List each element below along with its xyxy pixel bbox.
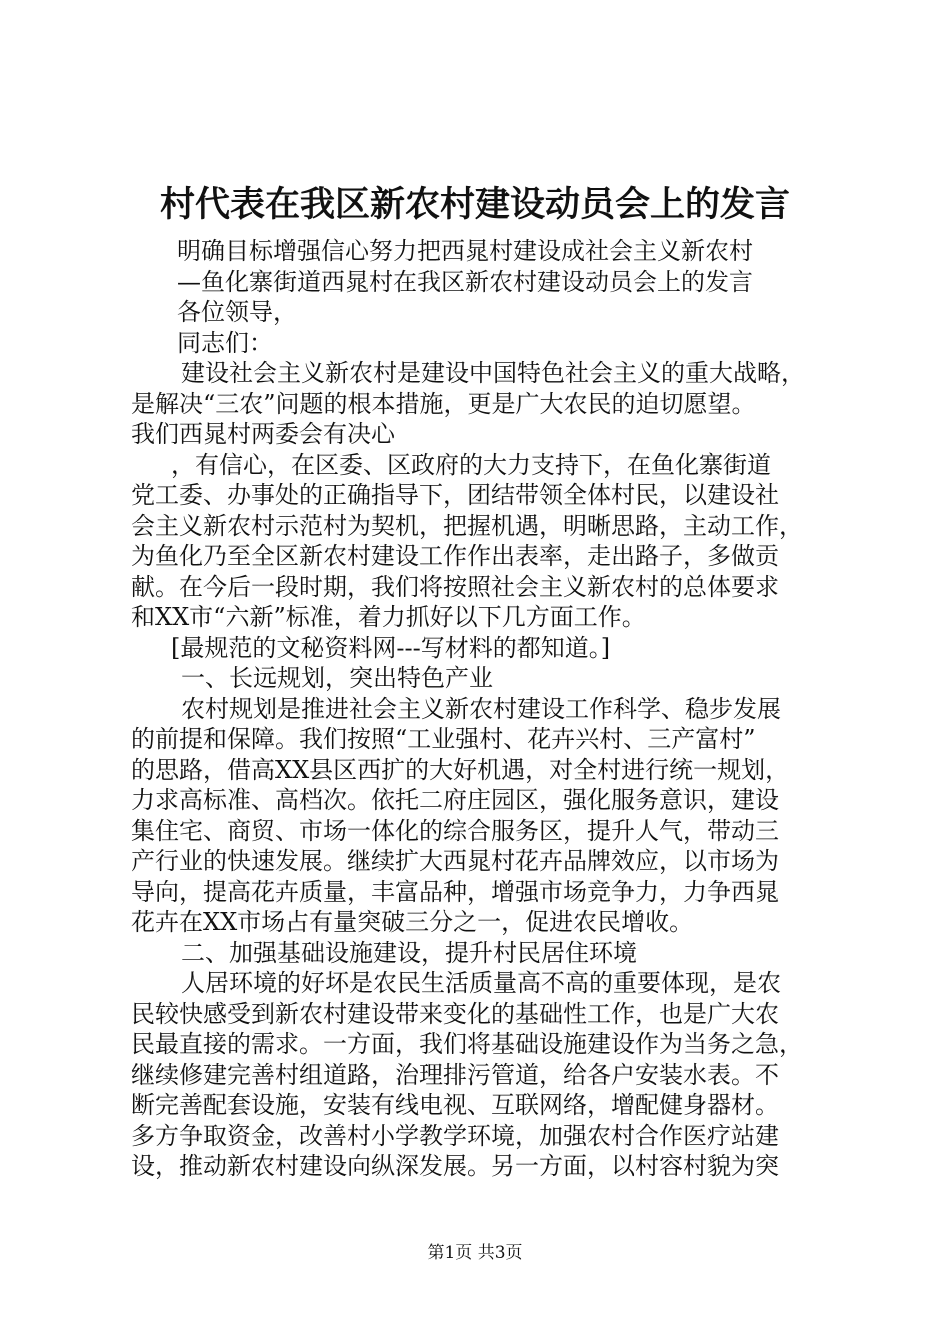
subtitle-line-2: —鱼化寨街道西晁村在我区新农村建设动员会上的发言 [177,267,753,296]
text-line: 党工委、办事处的正确指导下，团结带领全体村民，以建设社 [131,481,779,509]
watermark-note-line: [最规范的文秘资料网---写材料的都知道。] [171,633,611,662]
text-line: 多方争取资金，改善村小学教学环境，加强农村合作医疗站建 [131,1121,779,1150]
text-line: 民较快感受到新农村建设带来变化的基础性工作，也是广大农 [131,999,779,1028]
text-line: 我们西晁村两委会有决心 [131,420,395,448]
text-line: 集住宅、商贸、市场一体化的综合服务区，提升人气，带动三 [131,816,779,845]
subtitle-line-1: 明确目标增强信心努力把西晁村建设成社会主义新农村 [177,237,753,265]
text-line: ，有信心，在区委、区政府的大力支持下，在鱼化寨街道 [171,450,771,479]
text-line: 和XX市“六新”标准，着力抓好以下几方面工作。 [131,603,646,631]
text-line: 献。在今后一段时期，我们将按照社会主义新农村的总体要求 [131,572,779,601]
page-number-footer: 第1页 共3页 [427,1243,523,1263]
text-line: 继续修建完善村组道路，治理排污管道，给各户安装水表。不 [131,1060,779,1089]
text-line: 花卉在XX市场占有量突破三分之一，促进农民增收。 [131,908,694,936]
section-heading-1: 一、长远规划，突出特色产业 [181,664,493,692]
salutation-line-2: 同志们： [177,328,273,357]
text-line: 农村规划是推进社会主义新农村建设工作科学、稳步发展 [181,694,781,723]
text-line: 设，推动新农村建设向纵深发展。另一方面，以村容村貌为突 [131,1152,779,1180]
text-line: 建设社会主义新农村是建设中国特色社会主义的重大战略， [181,359,805,387]
document-title: 村代表在我区新农村建设动员会上的发言 [159,184,790,225]
section-heading-2: 二、加强基础设施建设，提升村民居住环境 [181,938,637,967]
text-line: 民最直接的需求。一方面，我们将基础设施建设作为当务之急， [131,1030,803,1058]
text-line: 的前提和保障。我们按照“工业强村、花卉兴村、三产富村” [131,725,756,753]
document-body [131,236,831,1182]
text-line: 会主义新农村示范村为契机，把握机遇，明晰思路，主动工作， [131,511,803,540]
text-line: 是解决“三农”问题的根本措施，更是广大农民的迫切愿望。 [131,389,756,418]
text-line: 人居环境的好坏是农民生活质量高不高的重要体现，是农 [181,969,781,997]
text-line: 的思路，借高XX县区西扩的大好机遇，对全村进行统一规划， [131,755,790,784]
salutation-line-1: 各位领导， [177,298,297,326]
text-line: 断完善配套设施，安装有线电视、互联网络，增配健身器材。 [131,1091,779,1119]
text-line: 产行业的快速发展。继续扩大西晁村花卉品牌效应，以市场为 [131,847,779,875]
text-line: 力求高标准、高档次。依托二府庄园区，强化服务意识，建设 [131,786,779,814]
text-line: 为鱼化乃至全区新农村建设工作作出表率，走出路子，多做贡 [131,542,779,570]
text-line: 导向，提高花卉质量，丰富品种，增强市场竞争力，力争西晁 [131,877,779,906]
